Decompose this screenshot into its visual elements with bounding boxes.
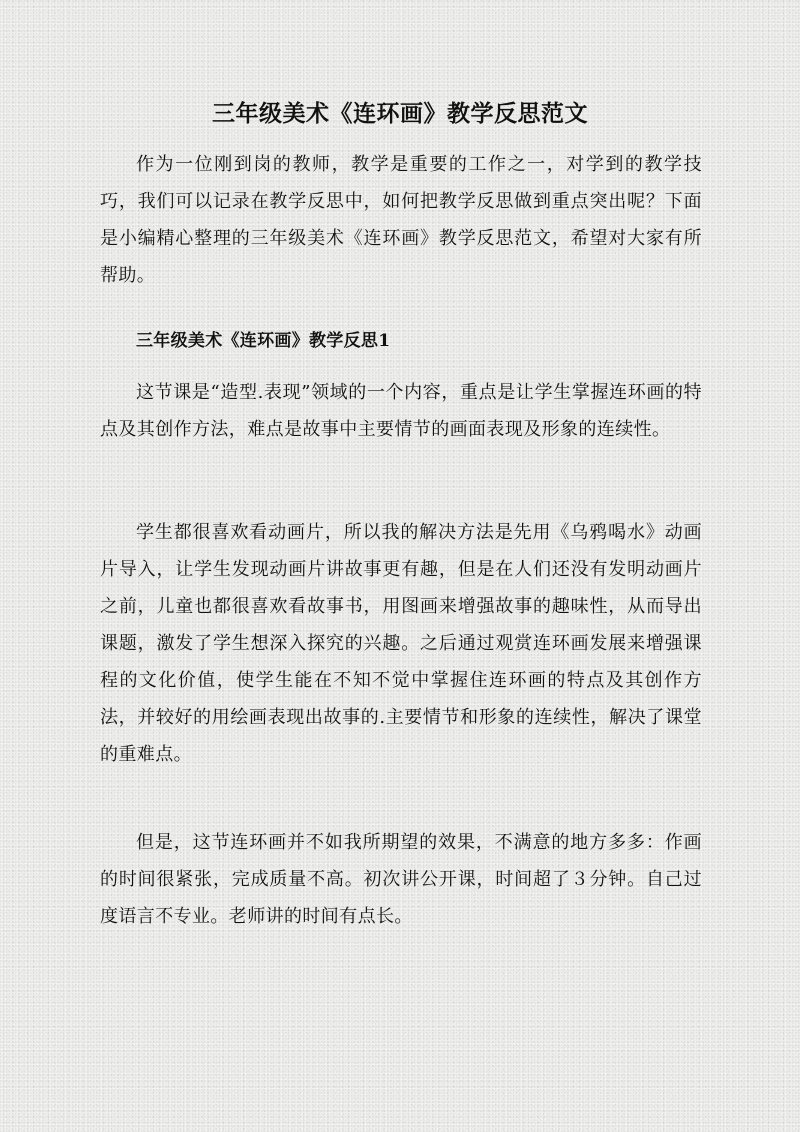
- document-title: 三年级美术《连环画》教学反思范文: [212, 101, 588, 127]
- section-heading: 三年级美术《连环画》教学反思1: [136, 331, 391, 351]
- body-paragraph-3: 但是，这节连环画并不如我所期望的效果，不满意的地方多多：作画的时间很紧张，完成质量不高。初次讲公开课，时间超了３分钟。自己过度语言不专业。老师讲的时间有点长。: [100, 832, 702, 927]
- intro-paragraph: 作为一位刚到岗的教师，教学是重要的工作之一，对学到的教学技巧，我们可以记录在教学反思中，如何把教学反思做到重点突出呢？下面是小编精心整理的三年级美术《连环画》教学反思范文，希望对大家有所帮助。: [100, 154, 702, 286]
- body-paragraph-1: 这节课是“造型.表现”领域的一个内容，重点是让学生掌握连环画的特点及其创作方法，难点是故事中主要情节的画面表现及形象的连续性。: [100, 382, 702, 440]
- body-paragraph-2: 学生都很喜欢看动画片，所以我的解决方法是先用《乌鸦喝水》动画片导入，让学生发现动画片讲故事更有趣，但是在人们还没有发明动画片之前，儿童也都很喜欢看故事书，用图画来增强故事的趣味性，从而导出课题，激发了学生想深入探究的兴趣。之后通过观赏连环画发展来增强课程的文化价值，使学生能在不知不觉中掌握住连环画的特点及其创作方法，并较好的用绘画表现出故事的.主要情节和形象的连续性，解决了课堂的重难点。: [100, 522, 702, 765]
